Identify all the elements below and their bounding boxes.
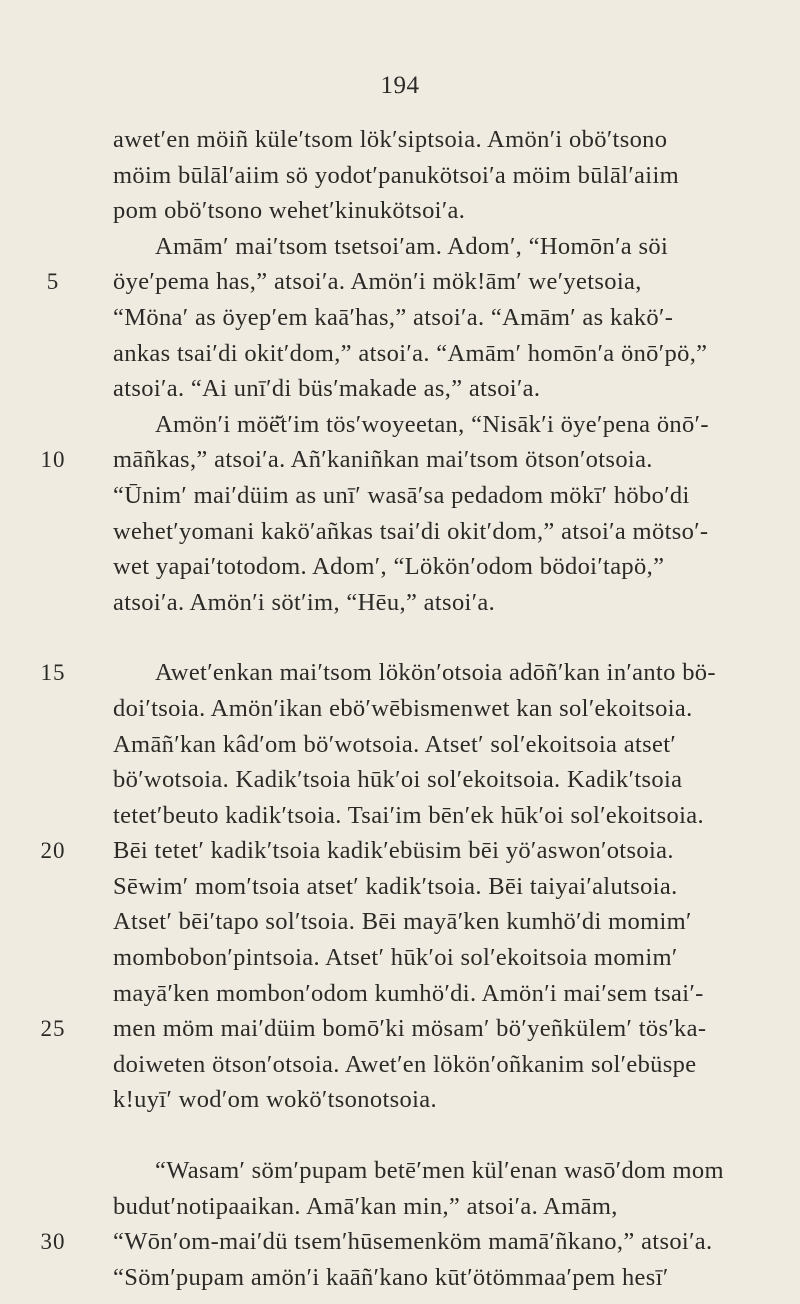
line-text: öye′pema has,” atsoi′a. Amön′i mök!ām′ we′yetsoia,: [113, 268, 642, 296]
text-block: [40, 122, 753, 1295]
text-line: [40, 655, 753, 691]
text-line: [113, 478, 753, 514]
text-line: [113, 976, 753, 1012]
line-text: ankas tsai′di okit′dom,” atsoi′a. “Amām′ homōn′a önō′pö,”: [113, 339, 708, 367]
text-line: [40, 833, 753, 869]
line-text: doiweten ötson′otsoia. Awet′en lökön′oñkanim sol′ebüspe: [113, 1050, 697, 1078]
line-text: awet′en möiñ küle′tsom lök′siptsoia. Amön′i obö′tsono: [113, 126, 668, 153]
line-text: möim būlāl′aiim sö yodot′panukötsoi′a möim būlāl′aiim: [113, 161, 680, 189]
text-line: [113, 193, 753, 229]
text-line: [113, 762, 753, 798]
text-line: [113, 1260, 753, 1296]
text-line: [113, 1153, 753, 1189]
line-text: atsoi′a. “Ai unī′di büs′makade as,” atsoi′a.: [113, 375, 541, 403]
line-text: Amāñ′kan kâd′om bö′wotsoia. Atset′ sol′ekoitsoia atset′: [113, 730, 677, 758]
line-text: atsoi′a. Amön′i söt′im, “Hēu,” atsoi′a.: [113, 588, 496, 616]
text-line: [113, 798, 753, 834]
text-line: [113, 940, 753, 976]
line-text: “Söm′pupam amön′i kaāñ′kano kūt′ötömmaa′pem hesī′: [113, 1263, 669, 1291]
line-text: mombobon′pintsoia. Atset′ hūk′oi sol′ekoitsoia momim′: [113, 944, 678, 972]
text-line: [113, 514, 753, 550]
line-text: mayā′ken mombon′odom kumhö′di. Amön′i mai′sem tsai′-: [113, 979, 704, 1007]
text-line: [113, 122, 753, 158]
line-number: 5: [46, 269, 60, 295]
line-text: bö′wotsoia. Kadik′tsoia hūk′oi sol′ekoitsoia. Kadik′tsoia: [113, 766, 683, 794]
line-text: budut′notipaaikan. Amā′kan min,” atsoi′a. Amām,: [113, 1192, 618, 1220]
text-line: [113, 549, 753, 585]
page-number: 194: [380, 72, 420, 99]
text-line: [113, 407, 753, 443]
text-line: [113, 869, 753, 905]
line-text: k!uyī′ wod′om wokö′tsonotsoia.: [113, 1086, 437, 1114]
text-line: [40, 1011, 753, 1047]
line-text: Bēi tetet′ kadik′tsoia kadik′ebüsim bēi yö′aswon′otsoia.: [113, 837, 674, 865]
line-number: 25: [40, 1016, 66, 1042]
text-line: [113, 727, 753, 763]
text-line: [113, 1047, 753, 1083]
line-text: doi′tsoia. Amön′ikan ebö′wēbismenwet kan sol′ekoitsoia.: [113, 694, 693, 722]
line-text: Awet′enkan mai′tsom lökön′otsoia adōñ′kan in′anto bö-: [155, 659, 716, 687]
line-text: māñkas,” atsoi′a. Añ′kaniñkan mai′tsom ötson′otsoia.: [113, 446, 653, 474]
line-number: 10: [40, 447, 66, 473]
line-text: Amön′i möë̆t′im tös′woyeetan, “Nisāk′i öye′pena önō′-: [155, 410, 709, 438]
text-line: [113, 229, 753, 265]
text-line: [113, 336, 753, 372]
text-line: [113, 158, 753, 194]
text-line: [40, 442, 753, 478]
line-text: men möm mai′düim bomō′ki mösam′ bö′yeñkülem′ tös′ka-: [113, 1015, 707, 1043]
line-text: Atset′ bēi′tapo sol′tsoia. Bēi mayā′ken kumhö′di momim′: [113, 908, 692, 936]
line-text: pom obö′tsono wehet′kinukötsoi′a.: [113, 197, 466, 225]
text-line: [113, 904, 753, 940]
line-text: wehet′yomani kakö′añkas tsai′di okit′dom,” atsoi′a mötso′-: [113, 517, 709, 545]
text-line: [113, 691, 753, 727]
line-text: “Ūnim′ mai′düim as unī′ wasā′sa pedadom mökī′ höbo′di: [113, 481, 690, 509]
text-line: [113, 585, 753, 621]
text-line: [113, 371, 753, 407]
line-text: tetet′beuto kadik′tsoia. Tsai′im bēn′ek hūk′oi sol′ekoitsoia.: [113, 801, 704, 829]
line-text: Sēwim′ mom′tsoia atset′ kadik′tsoia. Bēi taiyai′alutsoia.: [113, 872, 678, 900]
text-line: [113, 1082, 753, 1118]
line-number: 15: [40, 660, 66, 686]
text-line: [46, 264, 753, 300]
line-text: “Wasam′ söm′pupam betē′men kül′enan wasō′dom mom: [155, 1157, 724, 1185]
text-line: [113, 1189, 753, 1225]
text-line: [113, 300, 753, 336]
line-text: “Möna′ as öyep′em kaā′has,” atsoi′a. “Amām′ as kakö′-: [113, 303, 674, 331]
line-text: “Wōn′om-mai′dü tsem′hūsemenköm mamā′ñkano,” atsoi′a.: [113, 1228, 713, 1256]
line-text: wet yapai′totodom. Adom′, “Lökön′odom bödoi′tapö,”: [113, 553, 665, 581]
line-text: Amām′ mai′tsom tsetsoi′am. Adom′, “Homōn′a söi: [155, 232, 669, 260]
text-line: [40, 1224, 753, 1260]
line-number: 20: [40, 838, 66, 864]
line-number: 30: [40, 1229, 66, 1255]
